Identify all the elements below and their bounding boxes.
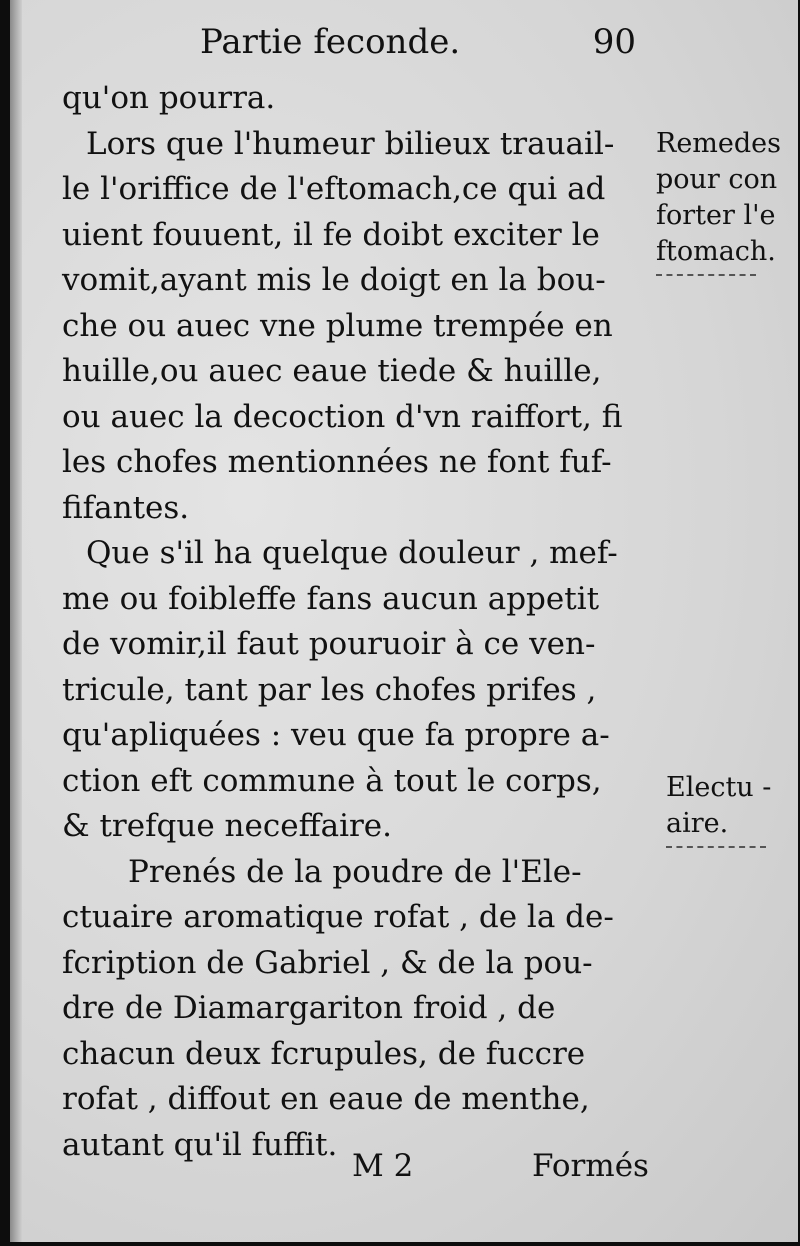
catchword: Formés: [532, 1148, 649, 1184]
text-line: che ou auec vne plume trempée en: [62, 307, 613, 344]
margin-note-rule: [656, 274, 756, 276]
page-header: [200, 22, 640, 72]
text-line: de vomir,il faut pouruoir à ce ven-: [62, 626, 596, 662]
text-line: & trefque neceffaire.: [62, 808, 393, 844]
text-line: ou auec la decoction d'vn raiffort, fi: [62, 398, 623, 435]
text-line: les chofes mentionnées ne font fuf-: [62, 444, 612, 480]
text-line: vomit,ayant mis le doigt en la bou-: [62, 262, 606, 298]
margin-note-electuaire: [666, 770, 771, 848]
book-page: [10, 0, 798, 1242]
text-line: le l'oriffice de l'eftomach,ce qui ad: [62, 171, 606, 207]
running-title: Partie feconde.: [200, 22, 461, 62]
text-line: uient fouuent, il fe doibt exciter le: [62, 216, 600, 253]
margin-note-rule: [666, 846, 766, 848]
text-line: me ou foibleffe fans aucun appetit: [62, 580, 600, 617]
text-line: fifantes.: [62, 489, 190, 526]
text-line: dre de Diamargariton froid , de: [62, 990, 556, 1026]
text-line: Lors que l'humeur bilieux trauail-: [86, 125, 615, 162]
margin-note-line: pour con: [656, 164, 778, 195]
text-line: rofat , diffout en eaue de menthe,: [62, 1081, 590, 1117]
text-line: ctuaire aromatique rofat , de la de-: [62, 899, 614, 935]
body-text: [62, 76, 642, 1168]
text-line: tricule, tant par les chofes prifes ,: [62, 671, 597, 708]
text-line: chacun deux fcrupules, de fuccre: [62, 1035, 586, 1072]
page-number: 90: [592, 22, 636, 62]
margin-note-line: Electu -: [666, 772, 772, 803]
margin-note-line: forter l'e: [656, 200, 776, 231]
text-line: Prenés de la poudre de l'Ele-: [128, 853, 582, 890]
margin-note-line: Remedes: [656, 128, 782, 159]
text-line: qu'on pourra.: [62, 80, 276, 116]
text-line: Que s'il ha quelque douleur , mef-: [86, 535, 618, 571]
page-gutter: [10, 0, 22, 1242]
margin-note-line: aire.: [666, 808, 729, 839]
margin-note-line: ftomach.: [656, 236, 776, 267]
text-line: autant qu'il fuffit.: [62, 1126, 338, 1163]
text-line: huille,ou auec eaue tiede & huille,: [62, 353, 602, 389]
signature-mark: M 2: [352, 1148, 414, 1184]
text-line: fcription de Gabriel , & de la pou-: [62, 944, 593, 981]
page-footer: [340, 1148, 680, 1192]
text-line: qu'apliquées : veu que fa propre a-: [62, 717, 610, 753]
margin-note-remedes: [656, 126, 781, 276]
text-line: ction eft commune à tout le corps,: [62, 762, 602, 799]
